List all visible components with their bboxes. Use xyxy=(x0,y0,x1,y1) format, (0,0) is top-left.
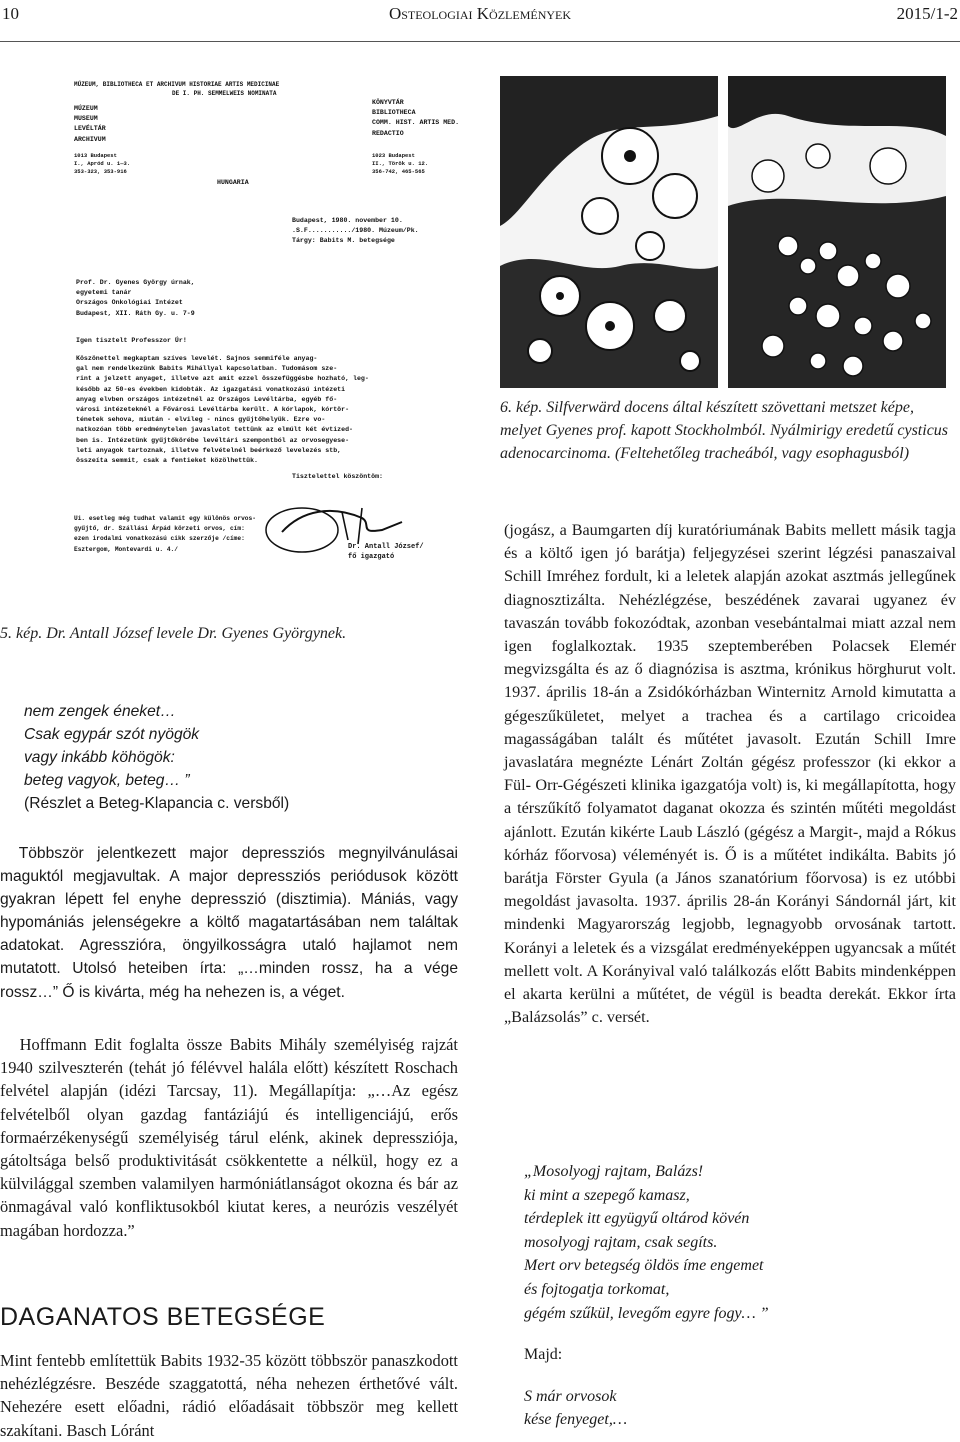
left-column-text-1 xyxy=(0,842,458,1004)
poem-source: (Részlet a Beteg-Klapancia c. versből) xyxy=(24,795,290,812)
figure-6-caption: 6. kép. Silfverwärd docens által készített szövettani metszet képe, melyet Gyenes prof. kapott Stockholmból. Nyálmirigy eredetű cysticus adenocarcinoma. (Feltehetőleg tracheából, vagy esophagusból) xyxy=(500,399,949,462)
paragraph: Mint fentebb említettük Babits 1932-35 között többször panaszkodott nehézlégzésre. Beszéde szaggatottá, néha nehezen érthetővé vált. Nehezére esett előadni, rádió előadásait többször meg kellett szakítani. Basch Lóránt xyxy=(0,1351,458,1440)
svg-text:Dr. Antall József/: Dr. Antall József/ xyxy=(348,543,424,551)
poem-line: és fojtogatja torkomat, xyxy=(524,1280,670,1298)
signature-stamp xyxy=(262,500,424,570)
letterhead-line-1: MÚZEUM, BIBLIOTHECA ET ARCHIVUM HISTORIAE ARTIS MEDICINAE xyxy=(74,81,280,88)
figure-5-caption: 5. kép. Dr. Antall József levele Dr. Gyenes Györgynek. xyxy=(0,625,347,642)
poem-line: Mert orv betegség öldös íme engemet xyxy=(524,1257,764,1275)
figure-5-letter-image: MÚZEUM, BIBLIOTHECA ET ARCHIVUM HISTORIAE ARTIS MEDICINAE DE I. PH. SEMMELWEIS NOMINATA MÚZEUM MUSEUM LEVÉLTÁR ARCHIVUM KÖNYVTÁR BIBLIOTHECA COMM. HIST. ARTIS MED. REDACTIO 1013 Budapest I., Apród u. 1—3. 353-323, 353-916 1023 Budapest II., Török u. 12. 356-742, 465-565 HUNGARIA Budapest, 1980. november 10. .S.F.........../1980. Múzeum/Pk. Tárgy: Babits M. betegsége Prof. Dr. Gyenes György úrnak, egyetemi tanár Országos Onkológiai Intézet Budapest, XII. Ráth Gy. u. 7-9 Igen tisztelt Professzor Úr! Köszönettel megkaptam szíves levelét. Sajnos semmiféle anyag- gal nem rendelkezünk Babits Mihállyal kapcsolatban. Tudomásom sze- rint a jelzett anyaget, illetve azt amit ezzel összefüggésbe hozható, leg- később az 50-es években kidobták. Az igazgatási vonatkozású intézeti anyag elvben országos intézetnél az Országos Levéltárba, egyéb fő- városi intézeteknél a Fővárosi Levéltárba került. A kórlapok, kórtör- ténetek sehova, miután - elvileg - nincs gyűjtőhelyük. Ezre vo- natkozóan több eredménytelen javaslatot tettünk az elmúlt két évtized- ben is. Intézetünk gyűjtőkörébe levéltári szempontból az orvosegyese- leti anyagok tartoznak, illetve felvételnél beérkező levelezés stb, összeíta semmit, csak a fentieket közölhettük. Tisztelettel köszöntöm: Ui. esetleg még tudhat valamit egy különös orvos- gyűjtő, dr. Szállási Árpád körzeti orvos, cím: ezen irodalmi vonatkozású cikk szerzője /címe: Esztergom, Montevardi u. 4./ Dr. Antall József/ fő igazgató xyxy=(72,74,472,620)
paragraph: (jogász, a Baumgarten díj kuratóriumának Babits mellett másik tagja és a költő igen jó barátja) feljegyzései szerint légzési panaszaival Schill Imréhez fordult, ki a leletek alapján azokat asztmás jellegűnek diagnosztizálta. Nehézlégzése, beszédének zavarai ugyanez év tavaszán tovább fokozódtak, azonban vesebántalmai miatt azzal nem igen foglalkoztak. 1935 szeptemberében Polacsek Elemér megvizsgálta és az ő diagnózisa is asztma, krónikus hörghurut volt. 1937. április 18-án a Zsidókórházban Winternitz Arnold kimutatta a gégeszűkületet, melyet a trachea és a cartilago cricoidea magasságában talált és műtétet javasolt. Ezután Schill Imre javaslatára megnézte Lénárt Zoltán gégész professzor (ki ekkor a Fül- Orr-Gégészeti klinika igazgatója volt) is, ki megállapította, hogy a térszűkítő folyamatot daganat okozza és szintén műtéti megoldást ajánlott. Ezután kikérte Laub László (gégész a Margit-, majd a Rókus kórház főorvosa) véleményét is. Ő is a műtétet indikálta. Babits jó barátja Förster Gyula (a János szanatórium főorvosa) is ez utóbbi megoldást javasolta. 1937. április 28-án Korányi Sándornál járt, kit mindenki Magyarország legjobb, legnagyobb orvosának tartott. Korányi a leletek és a vizsgálat eredményeképpen ugyancsak a műtét mellett volt. A Korányival való találkozás előtt Babits mindenképpen el akarta kerülni a műtétet, de végül is beadta derekát. Ekkor írta „Balázsolás” c. versét. xyxy=(504,521,956,1027)
poem-line: Csak egypár szót nyögök xyxy=(24,726,200,743)
page-number: 10 xyxy=(2,4,19,23)
left-column-text-2 xyxy=(0,1033,458,1242)
svg-text:fő igazgató: fő igazgató xyxy=(348,553,395,561)
journal-title: Osteologiai Közlemények xyxy=(388,4,572,23)
poem-line: mosolyogj rajtam, csak segíts. xyxy=(524,1233,718,1251)
micrograph-left-image xyxy=(500,76,718,388)
issue-number: 2015/1-2 xyxy=(896,4,958,23)
poem-line: vagy inkább köhögök: xyxy=(24,749,175,766)
poem-line: nem zengek éneket… xyxy=(24,703,176,720)
poem-excerpt-2 xyxy=(524,1160,944,1432)
poem-line: kése fenyeget,… xyxy=(524,1411,628,1429)
poem-line: térdeplek itt együgyű oltárod kövén xyxy=(524,1210,750,1228)
poem-line: gégém szűkül, levegőm egyre fogy… ” xyxy=(524,1304,769,1322)
poem-line: „Mosolyogj rajtam, Balázs! xyxy=(524,1163,704,1180)
paragraph: Többször jelentkezett major depressziós megnyilvánulásai maguktól megjavultak. A major depressziós periódusok között gyakran lépett fel enyhe depresszió (disztimia). Mániás, vagy hypomániás jelenségekre a költő magatartásában nem találtak adatokat. Agresszióra, öngyilkosságra utaló hajlamot nem mutatott. Utolsó heteiben írta: „…minden rossz, ha a vége rossz…” Ő is kivárta, még ha nehezen is, a véget. xyxy=(0,845,458,1001)
poem-excerpt-1 xyxy=(24,700,464,815)
poem-line: beteg vagyok, beteg… ” xyxy=(24,772,190,789)
right-column-text xyxy=(504,519,956,1029)
paragraph: Hoffmann Edit foglalta össze Babits Mihály személyiség rajzát 1940 szilveszterén (tehát jó félévvel halála előtt) készített Roschach felvétel alapján (idézi Tarcsay, 11). Megállapítja: „…Az egész felvételből olyan gazdag fantáziájú és intelligenciájú, erős formaérzékenységű személyiség tárul elénk, akinek depressziója, gátoltsága belső produktivitását csökkentette a nélkül, hogy ez a külvilággal szemben valamilyen harmóniátlanságot okozna és bár az önmagával való konfliktusokból kiutat keres, a neurózis veszélyét magában hordozza.” xyxy=(0,1035,458,1240)
left-column-text-3 xyxy=(0,1349,458,1442)
micrograph-right-image xyxy=(728,76,946,388)
header-rule xyxy=(0,41,960,42)
poem-line: S már orvosok xyxy=(524,1387,617,1405)
letterhead-line-2: DE I. PH. SEMMELWEIS NOMINATA xyxy=(172,90,277,97)
majd-label: Majd: xyxy=(524,1346,563,1364)
section-title: DAGANATOS BETEGSÉGE xyxy=(0,1303,326,1331)
page-header xyxy=(0,0,960,44)
poem-line: ki mint a szepegő kamasz, xyxy=(524,1186,690,1204)
